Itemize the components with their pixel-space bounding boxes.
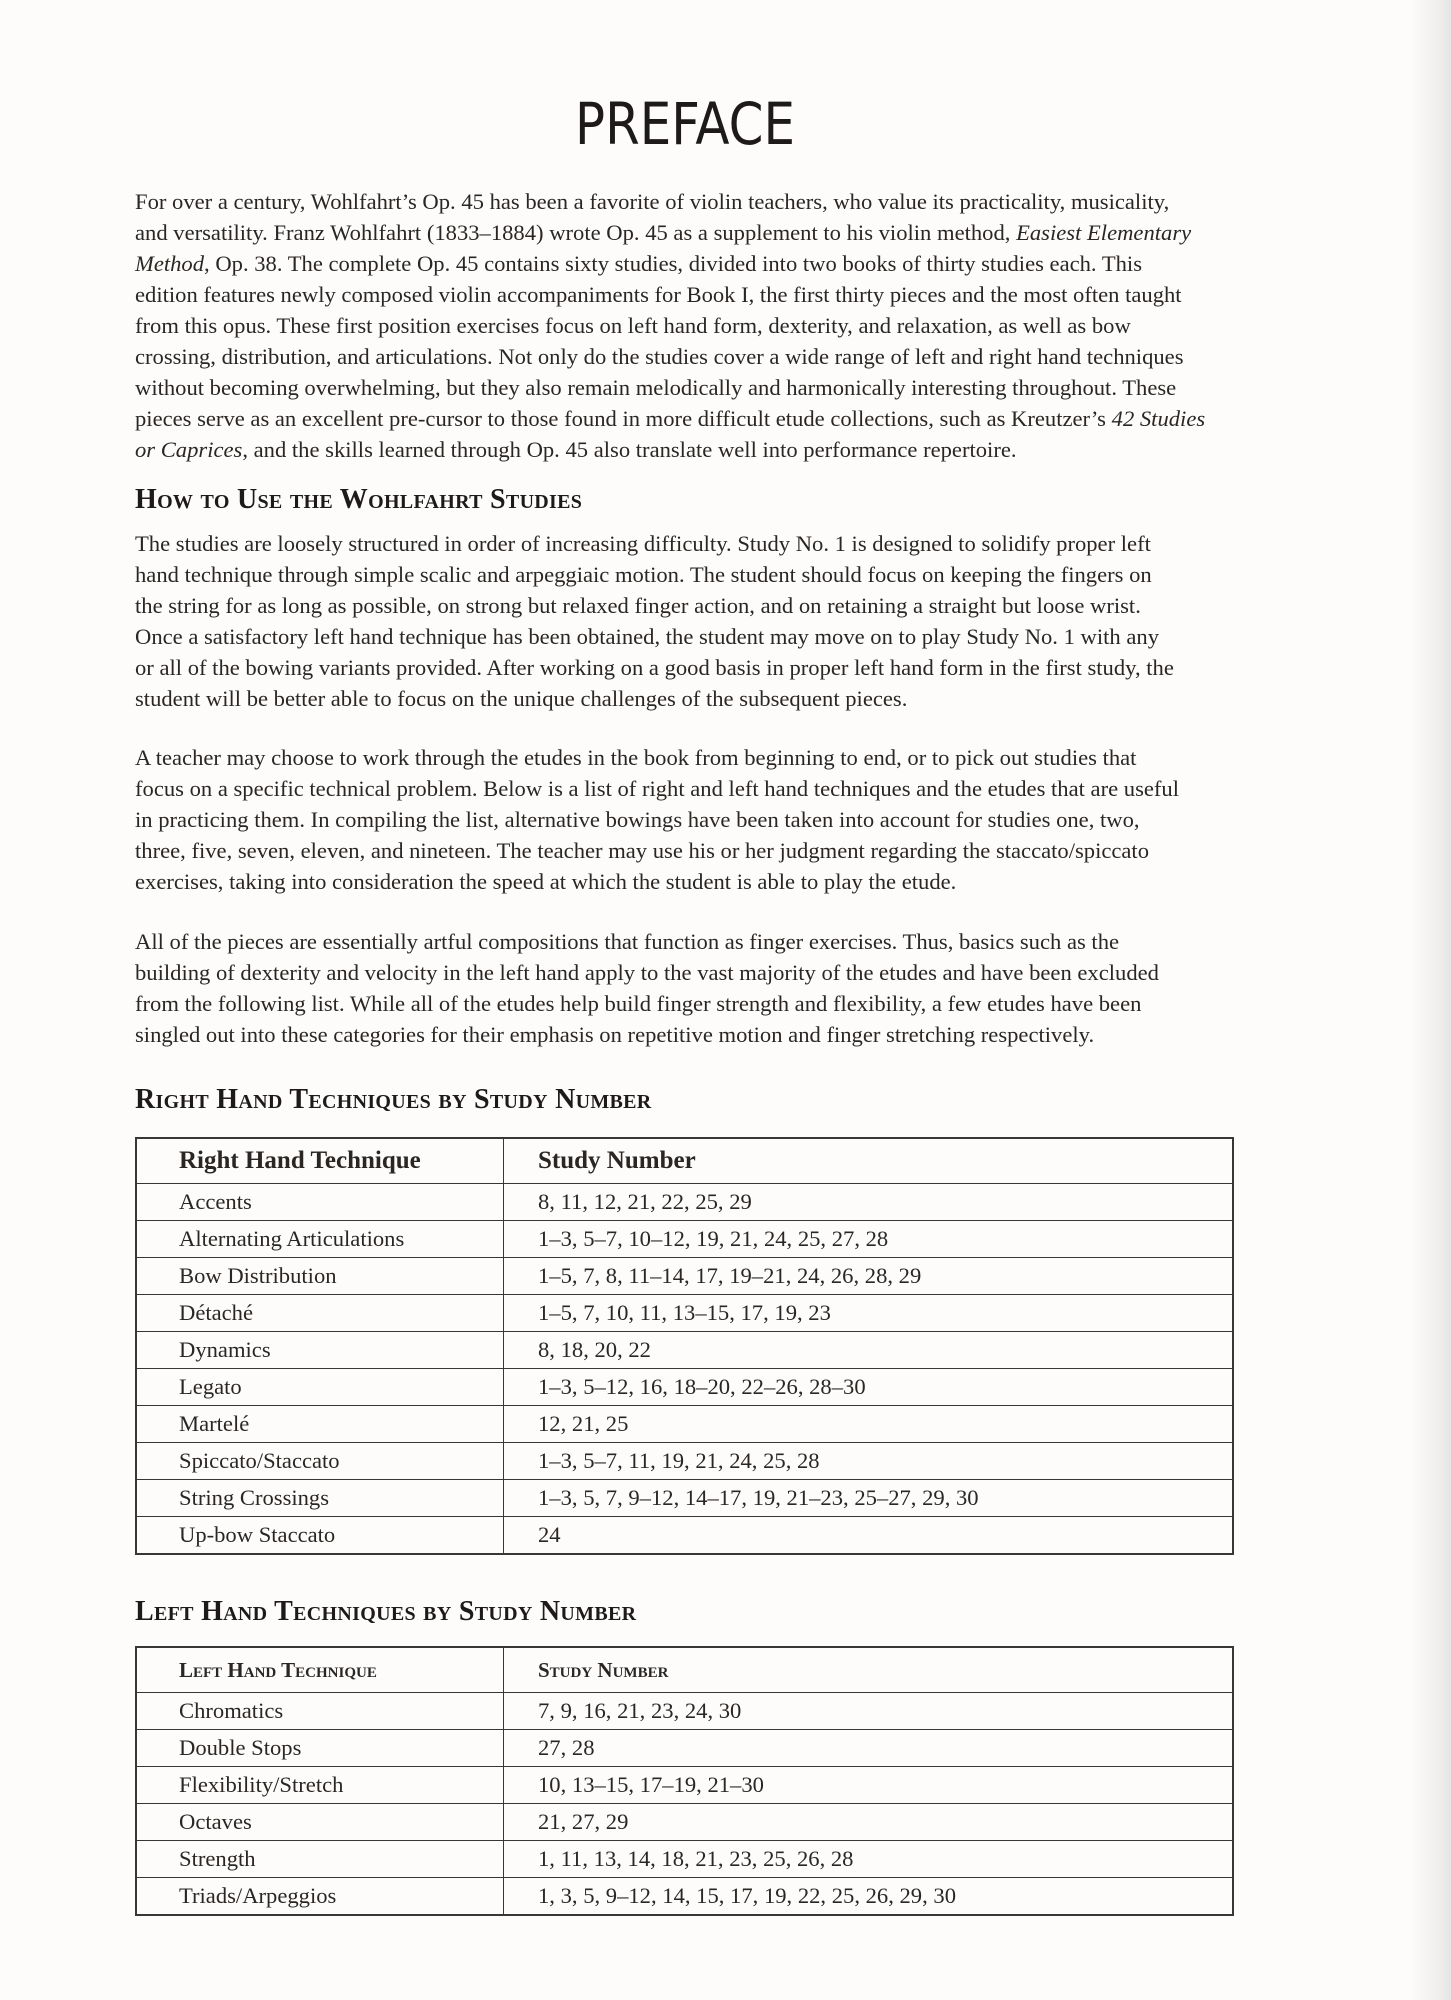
intro-line: Method, Op. 38. The complete Op. 45 contains sixty studies, divided into two books of thirty studies each. This xyxy=(135,251,1142,276)
table-row: String Crossings 1–3, 5, 7, 9–12, 14–17, 19, 21–23, 25–27, 29, 30 xyxy=(136,1480,1233,1517)
how-to-use-paragraph-3: All of the pieces are essentially artful compositions that function as finger exercises. Thus, basics such as the building of dexterity and velocity in the left hand apply to the vast majority of the etudes and have been excluded from the following list. While all of the etudes help build finger strength and flexibility, a few etudes have been singled out into these categories for their emphasis on repetitive motion and finger stretching respectively. xyxy=(135,929,1159,1047)
table-row: Accents 8, 11, 12, 21, 22, 25, 29 xyxy=(136,1184,1233,1221)
intro-line: For over a century, Wohlfahrt’s Op. 45 has been a favorite of violin teachers, who value its practicality, musicality, xyxy=(135,189,1170,214)
italic-title-easiest: Easiest Elementary xyxy=(1016,220,1192,245)
table-row: Flexibility/Stretch 10, 13–15, 17–19, 21–30 xyxy=(136,1767,1233,1804)
table-row: Double Stops 27, 28 xyxy=(136,1730,1233,1767)
intro-paragraph xyxy=(135,186,1235,465)
column-header-study-number: Study Number xyxy=(504,1138,1234,1184)
section-heading-left-hand: Left Hand Techniques by Study Number xyxy=(135,1596,637,1627)
table-row: Legato 1–3, 5–12, 16, 18–20, 22–26, 28–30 xyxy=(136,1369,1233,1406)
table-row: Octaves 21, 27, 29 xyxy=(136,1804,1233,1841)
table-row: Spiccato/Staccato 1–3, 5–7, 11, 19, 21, 24, 25, 28 xyxy=(136,1443,1233,1480)
intro-line: edition features newly composed violin accompaniments for Book I, the first thirty pieces and the most often taught xyxy=(135,282,1182,307)
table-row: Alternating Articulations 1–3, 5–7, 10–12, 19, 21, 24, 25, 27, 28 xyxy=(136,1221,1233,1258)
how-to-use-paragraph-2: A teacher may choose to work through the etudes in the book from beginning to end, or to pick out studies that focus on a specific technical problem. Below is a list of right and left hand techniques and the etudes that are useful in practicing them. In compiling the list, alternative bowings have been taken into account for studies one, two, three, five, seven, eleven, and nineteen. The teacher may use his or her judgment regarding the staccato/spiccato exercises, taking into consideration the speed at which the student is able to play the etude. xyxy=(135,745,1180,894)
table-header-row xyxy=(136,1647,1233,1693)
column-header-technique: Left Hand Technique xyxy=(136,1647,504,1693)
italic-title-kreutzer: 42 Studies xyxy=(1111,406,1206,431)
table-row: Martelé 12, 21, 25 xyxy=(136,1406,1233,1443)
intro-line: crossing, distribution, and articulations. Not only do the studies cover a wide range of left and right hand techniques xyxy=(135,344,1184,369)
intro-line: from this opus. These first position exercises focus on left hand form, dexterity, and relaxation, as well as bow xyxy=(135,313,1131,338)
table-row: Chromatics 7, 9, 16, 21, 23, 24, 30 xyxy=(136,1693,1233,1730)
table-row: Up-bow Staccato 24 xyxy=(136,1517,1233,1555)
table-row: Bow Distribution 1–5, 7, 8, 11–14, 17, 19–21, 24, 26, 28, 29 xyxy=(136,1258,1233,1295)
page-edge-shadow xyxy=(1411,0,1451,2000)
table-row: Triads/Arpeggios 1, 3, 5, 9–12, 14, 15, 17, 19, 22, 25, 26, 29, 30 xyxy=(136,1878,1233,1916)
table-row: Strength 1, 11, 13, 14, 18, 21, 23, 25, 26, 28 xyxy=(136,1841,1233,1878)
column-header-study-number: Study Number xyxy=(504,1647,1234,1693)
column-header-technique: Right Hand Technique xyxy=(136,1138,504,1184)
table-row: Dynamics 8, 18, 20, 22 xyxy=(136,1332,1233,1369)
right-hand-techniques-table xyxy=(135,1137,1234,1555)
intro-line: pieces serve as an excellent pre-cursor to those found in more difficult etude collections, such as Kreutzer’s 42 Studies xyxy=(135,406,1206,431)
intro-line: without becoming overwhelming, but they also remain melodically and harmonically interesting throughout. These xyxy=(135,375,1177,400)
section-heading-right-hand: Right Hand Techniques by Study Number xyxy=(135,1084,652,1115)
how-to-use-paragraph-1: The studies are loosely structured in order of increasing difficulty. Study No. 1 is designed to solidify proper left hand technique through simple scalic and arpeggiaic motion. The student should focus on keeping the fingers on the string for as long as possible, on strong but relaxed finger action, and on retaining a straight but loose wrist. Once a satisfactory left hand technique has been obtained, the student may move on to play Study No. 1 with any or all of the bowing variants provided. After working on a good basis in proper left hand form in the first study, the student will be better able to focus on the unique challenges of the subsequent pieces. xyxy=(135,531,1174,711)
section-heading-how-to-use: How to Use the Wohlfahrt Studies xyxy=(135,484,583,515)
table-row: Détaché 1–5, 7, 10, 11, 13–15, 17, 19, 23 xyxy=(136,1295,1233,1332)
page-title: PREFACE xyxy=(575,90,795,158)
left-hand-techniques-table xyxy=(135,1646,1234,1916)
intro-line: and versatility. Franz Wohlfahrt (1833–1884) wrote Op. 45 as a supplement to his violin method, Easiest Elementary xyxy=(135,220,1192,245)
table-header-row xyxy=(136,1138,1233,1184)
intro-line: or Caprices, and the skills learned through Op. 45 also translate well into performance repertoire. xyxy=(135,437,1017,462)
